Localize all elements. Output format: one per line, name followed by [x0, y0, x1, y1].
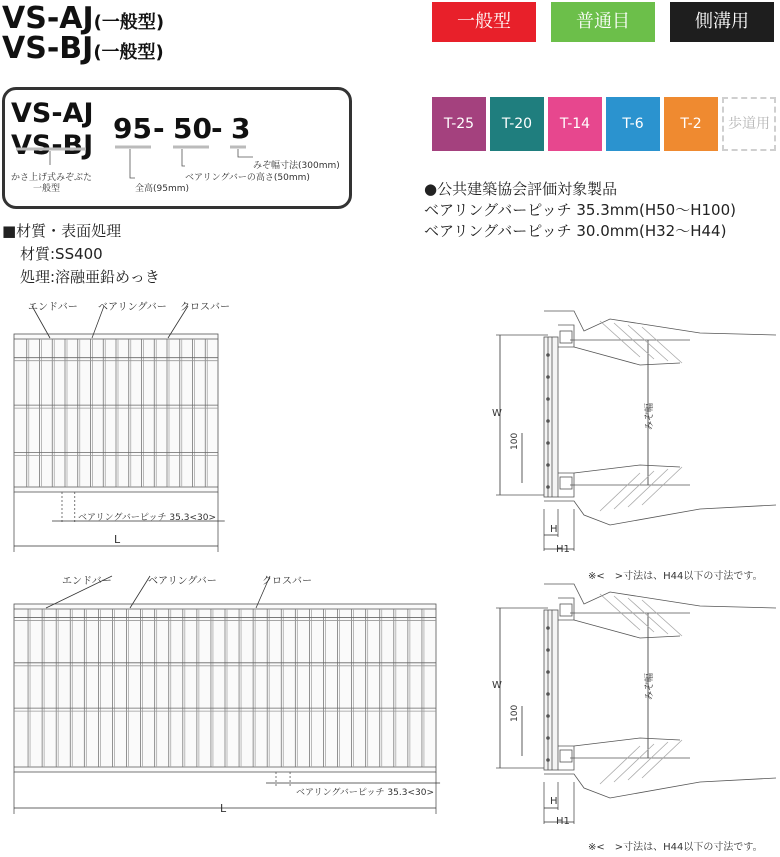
- title-vs-bj: [2, 31, 164, 68]
- load-t2: T-2: [664, 97, 718, 151]
- model-code-box: [2, 87, 352, 209]
- bottom-section-100-label: 100: [510, 704, 520, 722]
- title-bj-suffix: (一般型): [93, 42, 164, 63]
- certification-pitch-2: ベアリングバーピッチ 30.0mm(H32～H44): [424, 222, 727, 240]
- badge-general: 一般型: [432, 2, 536, 42]
- title-bj-text: VS-BJ: [2, 31, 94, 66]
- material-heading: ■材質・表面処理: [2, 222, 122, 240]
- title-aj-suffix: (一般型): [93, 12, 165, 33]
- material-grade: 材質:SS400: [20, 245, 103, 263]
- top-plan-bearing-bar-label: ベアリングバー: [98, 302, 167, 313]
- top-section-h1-label: H1: [556, 544, 570, 555]
- bottom-plan-pitch-label: ベアリングバーピッチ 35.3<30>: [296, 788, 434, 798]
- load-sidewalk: 歩道用: [722, 97, 776, 151]
- bottom-section-note: ※< >寸法は、H44以下の寸法です。: [588, 842, 763, 853]
- model-note-type: かさ上げ式みぞぶた: [11, 173, 93, 183]
- model-note-type2: 一般型: [33, 184, 61, 194]
- model-note-bar-height: ベアリングバーの高さ(50mm): [185, 173, 310, 183]
- load-t20: T-20: [490, 97, 544, 151]
- load-t14: T-14: [548, 97, 602, 151]
- model-code-dash-1: -: [153, 112, 165, 145]
- badge-normal-mesh: 普通目: [551, 2, 655, 42]
- bottom-plan-bearing-bar-label: ベアリングバー: [148, 576, 217, 587]
- model-name-aj: VS-AJ: [11, 98, 94, 129]
- top-plan-end-bar-label: エンドバー: [28, 302, 78, 313]
- bottom-plan-cross-bar-label: クロスバー: [262, 576, 312, 587]
- top-section-h-label: H: [550, 524, 558, 535]
- top-section-note: ※< >寸法は、H44以下の寸法です。: [588, 571, 763, 582]
- model-code-a: 95: [113, 112, 152, 145]
- bottom-section-groove-label: みぞ幅: [645, 672, 655, 700]
- model-code-dash-2: -: [211, 112, 223, 145]
- top-plan-length-label: L: [114, 533, 121, 546]
- top-grating-plan: [0, 300, 240, 560]
- model-code-leader-lines: [2, 87, 352, 209]
- bottom-plan-length-label: L: [220, 802, 227, 815]
- title-aj-text: VS-AJ: [2, 1, 94, 36]
- bottom-grating-plan: [0, 576, 440, 816]
- model-code-c: 3: [231, 112, 251, 145]
- top-section-groove-label: みぞ幅: [645, 402, 655, 430]
- top-section-100-label: 100: [510, 432, 520, 450]
- load-t6: T-6: [606, 97, 660, 151]
- load-t25: T-25: [432, 97, 486, 151]
- bottom-section-h-label: H: [550, 796, 558, 807]
- material-treatment: 処理:溶融亜鉛めっき: [20, 268, 160, 286]
- model-note-width: みぞ幅寸法(300mm): [253, 161, 340, 171]
- top-plan-cross-bar-label: クロスバー: [180, 302, 230, 313]
- bottom-section-w-label: W: [492, 680, 502, 691]
- model-name-bj: VS-BJ: [11, 130, 94, 161]
- bottom-plan-end-bar-label: エンドバー: [62, 576, 112, 587]
- bottom-cross-section: [490, 578, 780, 838]
- top-section-w-label: W: [492, 408, 502, 419]
- model-code-b: 50: [173, 112, 212, 145]
- bottom-section-h1-label: H1: [556, 816, 570, 827]
- model-note-total-height: 全高(95mm): [135, 184, 190, 194]
- certification-heading: ●公共建築協会評価対象製品: [424, 180, 618, 198]
- top-plan-pitch-label: ベアリングバーピッチ 35.3<30>: [78, 513, 216, 523]
- certification-pitch-1: ベアリングバーピッチ 35.3mm(H50～H100): [424, 201, 736, 219]
- badge-side-ditch: 側溝用: [670, 2, 774, 42]
- top-cross-section: [490, 305, 780, 565]
